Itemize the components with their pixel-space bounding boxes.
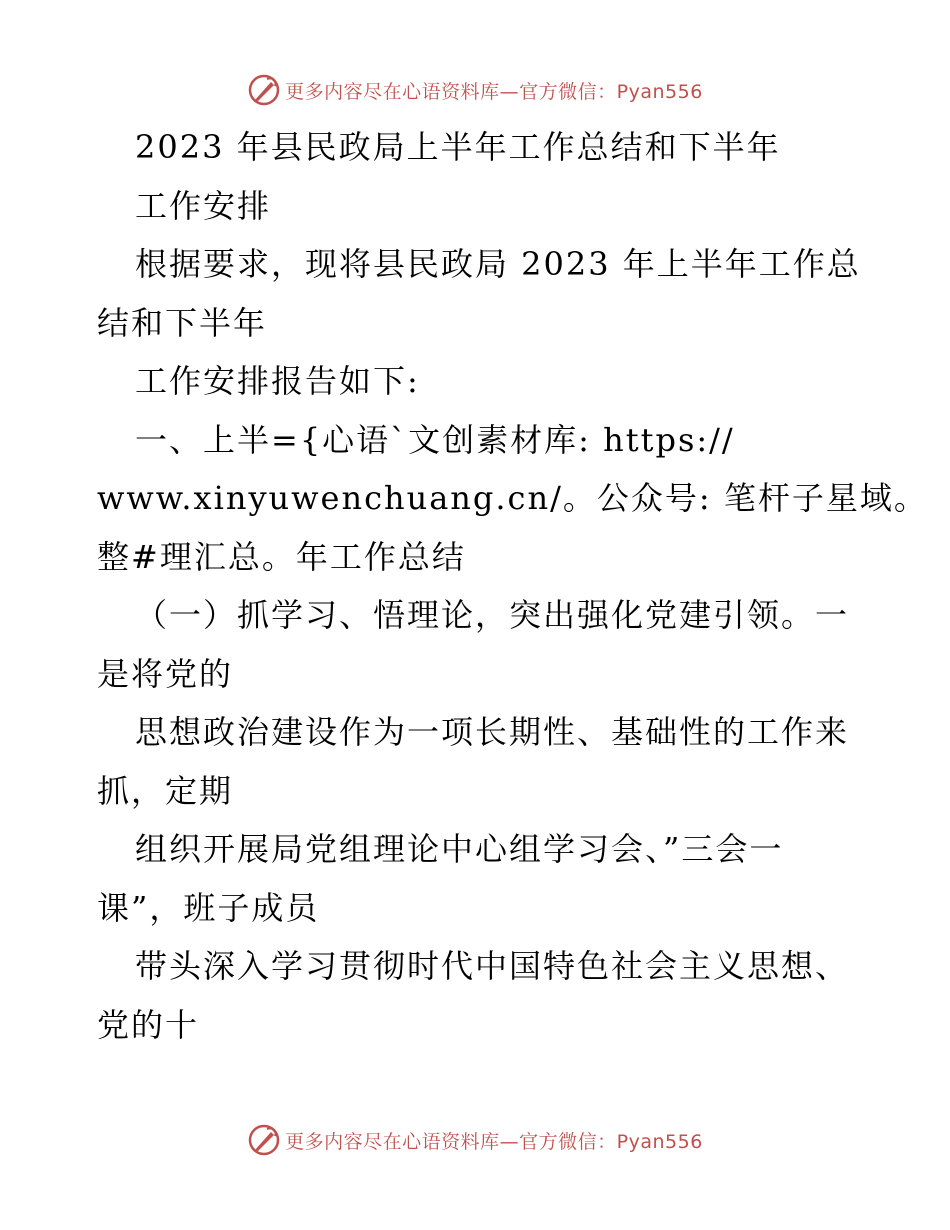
doc-line: 带头深入学习贯彻时代中国特色社会主义思想、	[135, 947, 850, 985]
doc-line: 是将党的	[97, 654, 234, 693]
doc-line: （一）抓学习、悟理论，突出强化党建引领。一	[135, 596, 850, 634]
header-banner	[0, 70, 950, 110]
doc-line: 根据要求，现将县民政局 2023 年上半年工作总	[135, 245, 861, 283]
doc-line: 课”，班子成员	[97, 888, 320, 927]
doc-line: 思想政治建设作为一项长期性、基础性的工作来	[135, 713, 850, 751]
doc-line: 党的十	[97, 1005, 200, 1044]
document-body	[97, 118, 928, 1054]
doc-line: 整#理汇总。年工作总结	[97, 537, 466, 576]
header-banner-text: 更多内容尽在心语资料库—官方微信：Pyan556	[285, 80, 703, 103]
doc-line: 2023 年县民政局上半年工作总结和下半年	[135, 128, 781, 166]
doc-line: 组织开展局党组理论中心组学习会、”三会一	[135, 830, 784, 868]
doc-line: 工作安排报告如下:	[135, 362, 420, 400]
doc-line: 一、上半={心语`文创素材库: https://	[135, 420, 735, 459]
doc-line: 工作安排	[135, 186, 272, 225]
footer-banner-text: 更多内容尽在心语资料库—官方微信：Pyan556	[285, 1130, 703, 1153]
brush-logo-icon	[247, 73, 281, 107]
doc-line: 抓，定期	[97, 771, 234, 810]
footer-banner	[0, 1120, 950, 1160]
doc-line: www.xinyuwenchuang.cn/。公众号: 笔杆子星域。	[97, 479, 928, 517]
brush-logo-icon	[247, 1123, 281, 1157]
doc-line: 结和下半年	[97, 303, 268, 342]
